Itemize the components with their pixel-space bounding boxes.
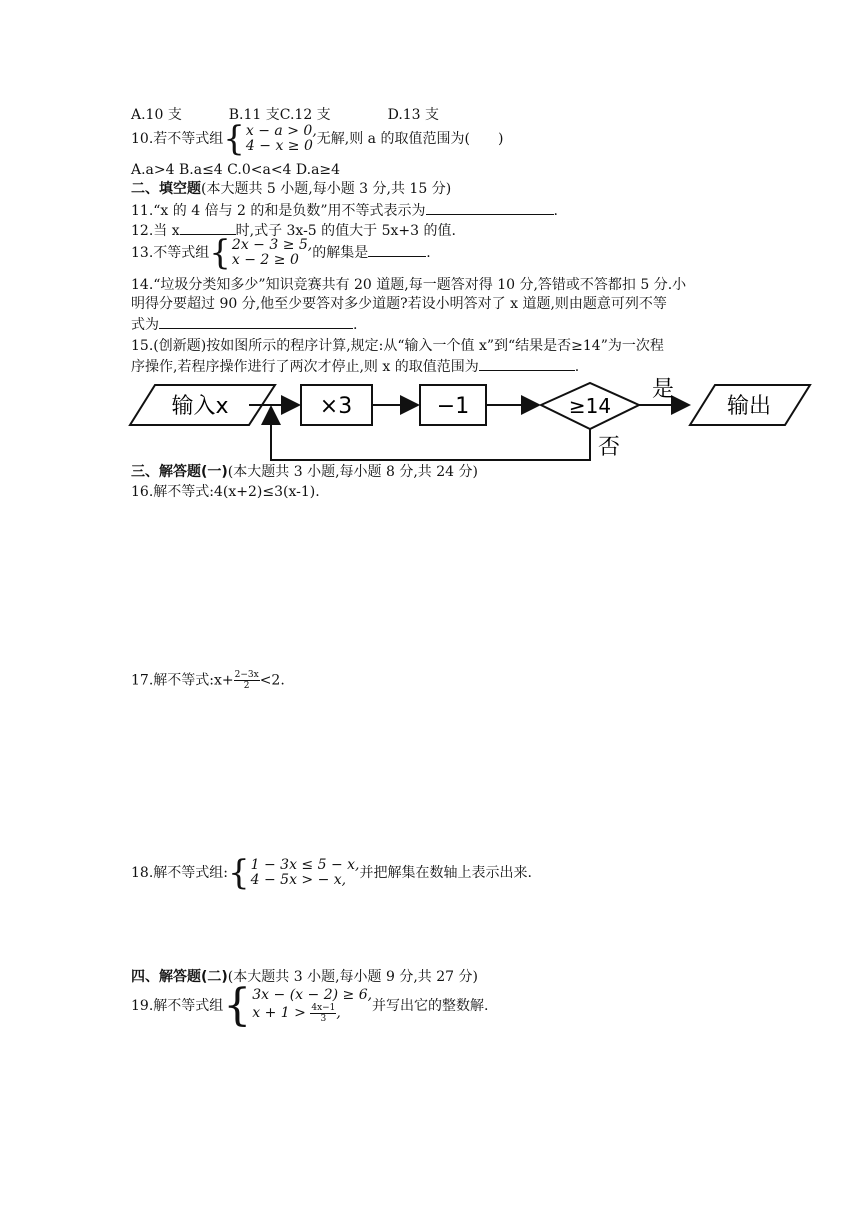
q14-line1: 14.“垃圾分类知多少”知识竞赛共有 20 道题,每一题答对得 10 分,答错或不答都扣 5 分.小 bbox=[131, 277, 687, 293]
flow-subtract-label: −1 bbox=[436, 394, 470, 419]
section-3-heading bbox=[131, 463, 478, 481]
q12-suffix: 时,式子 3x-5 的值大于 5x+3 的值. bbox=[235, 223, 456, 239]
program-flowchart bbox=[125, 372, 815, 468]
section-3-note: (本大题共 3 小题,每小题 8 分,共 24 分) bbox=[227, 464, 478, 480]
q17-prefix: 17.解不等式:x+ bbox=[131, 672, 234, 689]
q18-question bbox=[131, 853, 532, 893]
q13-answer-blank[interactable] bbox=[368, 242, 426, 257]
q10-system: { x − a > 0, 4 − x ≥ 0 bbox=[223, 119, 317, 159]
q19-system: { 3x − (x − 2) ≥ 6, x + 1 > $\frac{4x-1}{3}$ , bbox=[223, 980, 373, 1031]
flow-condition-label: ≥14 bbox=[568, 394, 612, 418]
q9-option-a: A.10 支 bbox=[131, 107, 182, 123]
section-4-note: (本大题共 3 小题,每小题 9 分,共 27 分) bbox=[227, 969, 478, 985]
q13-row2: x − 2 ≥ 0 bbox=[231, 252, 299, 268]
q14-line3-text: 式为 bbox=[131, 317, 159, 333]
q17-fraction bbox=[234, 670, 260, 691]
section-2-title: 二、填空题 bbox=[131, 181, 201, 197]
q17-suffix: <2. bbox=[259, 672, 285, 689]
q15-answer-blank[interactable] bbox=[479, 356, 575, 371]
q17-denominator: 2 bbox=[243, 681, 250, 691]
q14-line2: 明得分要超过 90 分,他至少要答对多少道题?若设小明答对了 x 道题,则由题意可列不等 bbox=[131, 296, 667, 312]
flow-output-label: 输出 bbox=[726, 394, 772, 419]
q9-option-c: C.12 支 bbox=[279, 107, 331, 123]
q18-row2: 4 − 5x > − x, bbox=[250, 872, 347, 888]
q13-suffix: 的解集是 bbox=[312, 245, 369, 261]
q18-row1: 1 − 3x ≤ 5 − x, bbox=[250, 857, 360, 873]
q13-row1: 2x − 3 ≥ 5, bbox=[231, 237, 313, 253]
q15-line2-text: 序操作,若程序操作进行了两次才停止,则 x 的取值范围为 bbox=[131, 359, 479, 375]
q19-row2-prefix: x + 1 > bbox=[252, 1005, 306, 1021]
q15-line1: 15.(创新题)按如图所示的程序计算,规定:从“输入一个值 x”到“结果是否≥14”为一次程 bbox=[131, 338, 664, 354]
q17-numerator: 2−3x bbox=[234, 670, 259, 680]
flow-yes-label: 是 bbox=[651, 377, 675, 402]
q19-row1: 3x − (x − 2) ≥ 6, bbox=[252, 987, 373, 1003]
q10-row2: 4 − x ≥ 0 bbox=[245, 138, 313, 154]
q12-prefix: 12.当 x bbox=[131, 223, 180, 239]
section-4-heading bbox=[131, 968, 478, 986]
q14-answer-blank[interactable] bbox=[159, 314, 353, 329]
q19-suffix: 并写出它的整数解. bbox=[372, 998, 489, 1014]
q13-prefix: 13.不等式组 bbox=[131, 245, 210, 261]
flow-input-label: 输入x bbox=[171, 394, 229, 419]
q19-prefix: 19.解不等式组 bbox=[131, 998, 224, 1014]
q9-option-d: D.13 支 bbox=[387, 107, 440, 123]
q10-prefix: 10.若不等式组 bbox=[131, 131, 224, 147]
q11-text: 11.“x 的 4 倍与 2 的和是负数”用不等式表示为 bbox=[131, 203, 426, 219]
q18-system: { 1 − 3x ≤ 5 − x, 4 − 5x > − x, bbox=[227, 853, 360, 893]
section-4-title: 四、解答题(二) bbox=[131, 969, 228, 985]
q10-suffix: 无解,则 a 的取值范围为( ) bbox=[316, 131, 504, 147]
q9-option-b: B.11 支 bbox=[228, 107, 280, 123]
q11-end: . bbox=[553, 203, 558, 219]
q13-end: . bbox=[426, 245, 431, 261]
q14-line3 bbox=[131, 314, 357, 334]
q19-denominator: 3 bbox=[320, 1014, 327, 1024]
section-3-title: 三、解答题(一) bbox=[131, 464, 228, 480]
q19-fraction bbox=[310, 1003, 336, 1024]
q18-suffix: 并把解集在数轴上表示出来. bbox=[359, 865, 532, 881]
q16-question: 16.解不等式:4(x+2)≤3(x-1). bbox=[131, 484, 320, 500]
section-2-heading bbox=[131, 180, 451, 198]
q11-answer-blank[interactable] bbox=[426, 200, 554, 215]
flow-no-label: 否 bbox=[597, 435, 621, 460]
q13-system: { 2x − 3 ≥ 5, x − 2 ≥ 0 bbox=[209, 233, 313, 273]
q9-options bbox=[131, 106, 439, 124]
q13-question bbox=[131, 233, 431, 273]
q18-prefix: 18.解不等式组: bbox=[131, 865, 228, 881]
q19-row2-end: , bbox=[336, 1005, 341, 1021]
q10-question bbox=[131, 119, 504, 159]
q10-row1: x − a > 0, bbox=[245, 123, 317, 139]
q14-end: . bbox=[353, 317, 358, 333]
section-2-note: (本大题共 5 小题,每小题 3 分,共 15 分) bbox=[201, 181, 452, 197]
q19-numerator: 4x−1 bbox=[311, 1003, 336, 1013]
q17-question bbox=[131, 670, 285, 691]
q15-end: . bbox=[574, 359, 580, 375]
flow-multiply-label: ×3 bbox=[319, 394, 353, 419]
q19-row2 bbox=[252, 1003, 372, 1024]
q11-question bbox=[131, 200, 558, 220]
q19-question bbox=[131, 980, 489, 1031]
q10-options: A.a>4 B.a≤4 C.0<a<4 D.a≥4 bbox=[131, 162, 341, 178]
